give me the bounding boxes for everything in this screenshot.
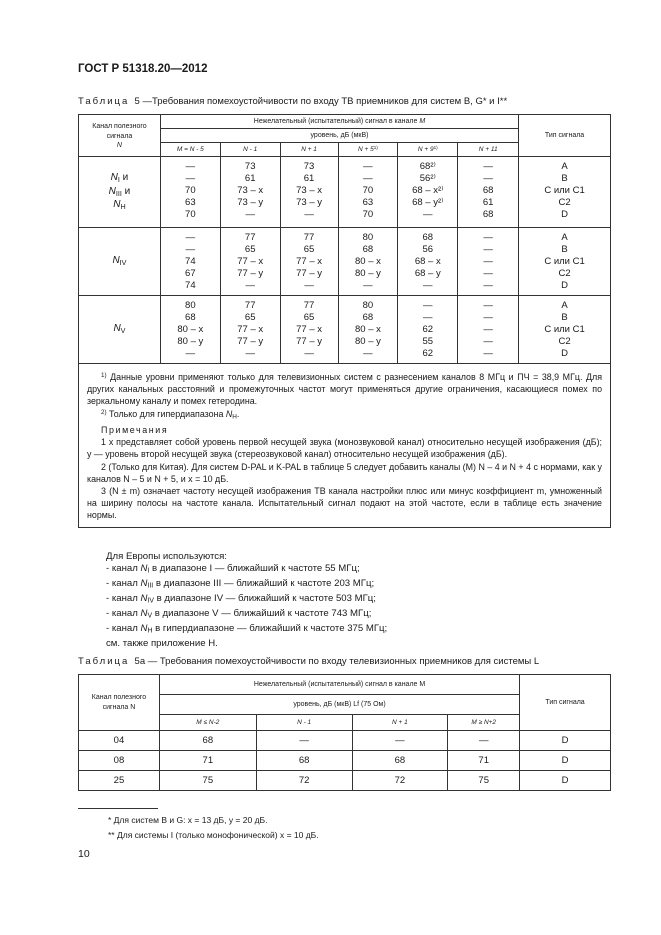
table5a-cell: 68 [352,751,448,771]
europe-item: - канал $N_H$ в гипердиапазоне — ближайший к частоте 375 МГц; [106,622,388,635]
channel-cell: $N_I$ и $N_{III}$ и $N_H$ [79,157,161,228]
value-cell: 77 65 77 – x 77 – y — [280,296,338,364]
table5a-row [79,731,611,751]
col-header: N + 1 [280,143,338,157]
signal-type-cell: A B C или C1 C2 D [519,296,611,364]
table5a [78,674,611,791]
table5a-cell: D [520,751,611,771]
table5a-cell: 25 [79,771,160,791]
table5a-cell: 75 [448,771,520,791]
col-header: N - 1 [220,143,280,157]
table5-number: 5 [134,96,140,107]
footnote-1: * Для систем B и G: x = 13 дБ, y = 20 дБ. [108,815,268,825]
col-header: N + 11 [458,143,519,157]
header-signal-type: Тип сигнала [519,115,611,157]
table5a-number: 5а [134,656,146,667]
table5a-cell: D [520,731,611,751]
europe-item: - канал $N_{III}$ в диапазоне III — ближайший к частоте 203 МГц; [106,578,375,590]
value-cell: 77 65 77 – x 77 – y — [220,228,280,296]
signal-type-cell: A B C или C1 C2 D [519,157,611,228]
header-unwanted: Нежелательный (испытательный) сигнал в канале M [160,115,518,129]
page-number: 10 [78,848,90,860]
note-3: 3 (N ± m) означает частоту несущей изображения ТВ канала настройки плюс или минус коэффициент m, умноженный на ширину полосы на частоте канала. Испытательный сигнал подают на этой частоте, если в таблице есть значение нормы. [87,486,602,521]
header-channel: Канал полезного сигнала N [79,115,161,157]
table5-label: Таблица [78,96,130,107]
table5-notes: $^{1)}$ Данные уровни применяют только для телевизионных систем с разнесением каналов 8 МГц и ПЧ = 38,9 МГц. Для других канальных расстояний и промежуточных частот могут применяться другие ограничения, касающиеся помех по зеркальному каналу и помех гетеродина. $^{2)}$ Только для гипердиапазона $N_H$. Примечания 1 x представляет собой уровень первой несущей звука (монозвуковой канал) относительно несущей изображения (дБ); y — уровень второй несущей звука (стереозвуковой канал) относительно несущей изображения (дБ). 2 (Только для Китая). Для систем D-PAL и K-PAL в таблице 5 следует добавить каналы (M) N – 4 и N + 4 с нормами, как у каналов N – 5 и N + 5, и x = 10 дБ. 3 (N ± m) означает частоту несущей изображения ТВ канала настройки плюс или минус коэффициент m, умноженный на ширину полосы на частоте канала. Испытательный сигнал подают на этой частоте, если в таблице есть значение нормы. [79,364,611,528]
note-fn1: Данные уровни применяют только для телевизионных систем с разнесением каналов 8 МГц и ПЧ = 38,9 МГц. Для других канальных расстояний и промежуточных частот могут применяться другие ограничения, касающиеся помех по зеркальному каналу и помех гетеродина. [87,371,603,407]
value-cell: 80 68 80 – x 80 – y — [338,228,398,296]
value-cell: 68²⁾ 56²⁾ 68 – x²⁾ 68 – y²⁾ — [398,157,458,228]
notes-heading: Примечания [101,425,169,435]
t2-col-header: M ≤ N-2 [159,715,256,731]
table5-title: —Требования помехоустойчивости по входу ТВ приемников для систем B, G* и I** [142,96,508,107]
value-cell: — — — — — [458,296,519,364]
table5a-cell: 72 [352,771,448,791]
table5a-row [79,751,611,771]
value-cell: 73 61 73 – x 73 – y — [220,157,280,228]
value-cell: 80 68 80 – x 80 – y — [338,296,398,364]
value-cell: — — 68 61 68 [458,157,519,228]
table5a-cell: 71 [448,751,520,771]
table5a-title: — Требования помехоустойчивости по входу телевизионных приемников для системы L [147,656,540,667]
europe-item: - канал $N_V$ в диапазоне V — ближайший к частоте 743 МГц; [106,607,372,620]
col-header: $N + 9^{1)}$ [398,143,458,157]
table5a-cell: 08 [79,751,160,771]
note-2: 2 (Только для Китая). Для систем D-PAL и K-PAL в таблице 5 следует добавить каналы (M) N – 4 и N + 4 с нормами, как у каналов N – 5 и N + 5, и x = 10 дБ. [87,461,602,484]
value-cell: 80 68 80 – x 80 – y — [160,296,220,364]
t2-col-header: N + 1 [352,715,448,731]
col-header: M = N - 5 [160,143,220,157]
header-level: уровень, дБ (мкВ) [160,129,518,143]
note-fn2: Только для гипердиапазона $N_H$. [109,409,240,421]
table5a-cell: 04 [79,731,160,751]
table5a-caption [78,656,539,667]
table5a-cell: — [256,731,352,751]
table5a-cell: — [448,731,520,751]
document-header: ГОСТ Р 51318.20—2012 [78,63,208,75]
value-cell: 73 61 73 – x 73 – y — [280,157,338,228]
value-cell: — — 70 63 70 [338,157,398,228]
signal-type-cell: A B C или C1 C2 D [519,228,611,296]
t2-col-header: N - 1 [256,715,352,731]
col-header: $N + 5^{1)}$ [338,143,398,157]
table5a-row [79,771,611,791]
table5a-cell: 71 [159,751,256,771]
t2-header-signal-type: Тип сигнала [520,675,611,731]
table5 [78,114,611,528]
footnote-divider [78,808,158,809]
channel-cell: $N_V$ [79,296,161,364]
t2-header-level: уровень, дБ (мкВ) Lf (75 Ом) [159,695,519,715]
europe-list [106,551,387,650]
europe-see-also: см. также приложение Н. [106,637,218,649]
footnote-2: ** Для системы I (только монофонической) x = 10 дБ. [108,830,319,840]
europe-item: - канал $N_{IV}$ в диапазоне IV — ближайший к частоте 503 МГц; [106,593,376,605]
table5a-cell: 72 [256,771,352,791]
value-cell: 77 65 77 – x 77 – y — [280,228,338,296]
value-cell: — — 62 55 62 [398,296,458,364]
table5a-cell: — [352,731,448,751]
note-1: 1 x представляет собой уровень первой несущей звука (монозвуковой канал) относительно несущей изображения (дБ); y — уровень второй несущей звука (стереозвуковой канал) относительно несущей изображения (дБ). [87,437,602,460]
value-cell: 77 65 77 – x 77 – y — [220,296,280,364]
value-cell: — — 70 63 70 [160,157,220,228]
value-cell: — — — — — [458,228,519,296]
table5-row [79,157,611,228]
t2-col-header: M ≥ N+2 [448,715,520,731]
table5-row [79,296,611,364]
table5-row [79,228,611,296]
value-cell: 68 56 68 – x 68 – y — [398,228,458,296]
table5a-cell: 75 [159,771,256,791]
t2-header-channel: Канал полезного сигнала N [79,675,160,731]
table5a-label: Таблица [78,656,130,667]
table5a-cell: 68 [256,751,352,771]
t2-header-unwanted: Нежелательный (испытательный) сигнал в канале M [159,675,519,695]
europe-item: - канал $N_I$ в диапазоне I — ближайший к частоте 55 МГц; [106,563,360,575]
channel-cell: $N_{IV}$ [79,228,161,296]
table5-caption [78,96,507,107]
table5a-cell: D [520,771,611,791]
table5a-cell: 68 [159,731,256,751]
europe-intro: Для Европы используются: [106,551,227,562]
value-cell: — — 74 67 74 [160,228,220,296]
